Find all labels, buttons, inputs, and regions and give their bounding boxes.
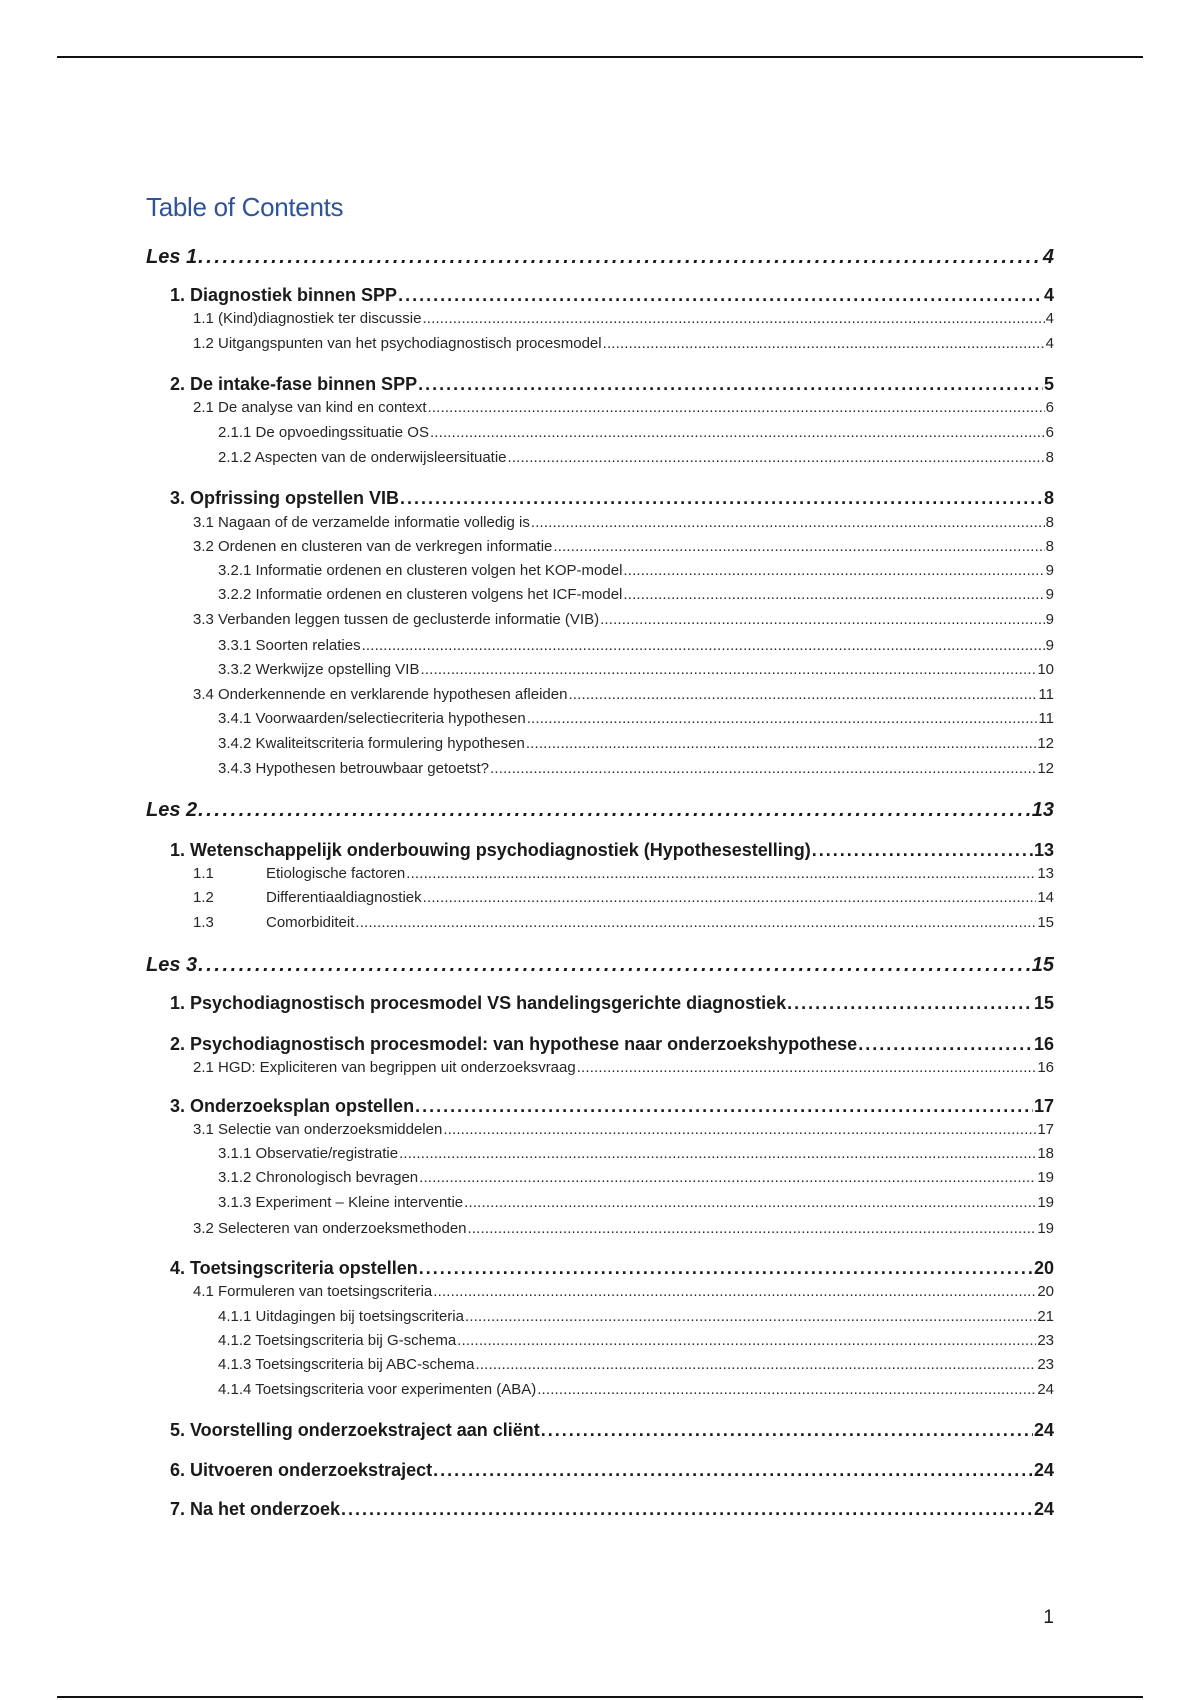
toc-entry[interactable]: [170, 285, 1054, 306]
toc-entry-title: Les 1: [146, 246, 198, 268]
toc-entry-title: 7. Na het onderzoek: [170, 1499, 341, 1519]
toc-entry-title: 2.1.2 Aspecten van de onderwijsleersituatie: [218, 449, 507, 466]
toc-entry[interactable]: [193, 335, 1054, 352]
toc-entry[interactable]: [193, 399, 1054, 416]
toc-entry-title: 6. Uitvoeren onderzoekstraject: [170, 1460, 433, 1480]
toc-entry[interactable]: [170, 1258, 1054, 1279]
page-number: 1: [1043, 1607, 1054, 1628]
toc-entry-title: 1. Wetenschappelijk onderbouwing psychodiagnostiek (Hypothesestelling): [170, 840, 811, 860]
toc-entry-title: 3.4.1 Voorwaarden/selectiecriteria hypothesen: [218, 710, 526, 727]
toc-entry-page: 9: [1045, 562, 1054, 579]
toc-entry-page: 8: [1045, 514, 1054, 531]
toc-dot-leader: [457, 1332, 1036, 1349]
toc-entry-page: 15: [1033, 993, 1054, 1013]
toc-dot-leader: [433, 1460, 1033, 1481]
toc-dot-leader: [465, 1308, 1036, 1325]
toc-entry-page: 24: [1033, 1499, 1054, 1519]
toc-entry-page: 19: [1037, 1194, 1054, 1211]
toc-dot-leader: [476, 1356, 1037, 1373]
footer-rule: [57, 1696, 1143, 1698]
toc-entry-title: 2. Psychodiagnostisch procesmodel: van hypothese naar onderzoekshypothese: [170, 1034, 858, 1054]
toc-entry-page: 20: [1033, 1258, 1054, 1278]
toc-entry-title: 3.1.3 Experiment – Kleine interventie: [218, 1194, 464, 1211]
toc-entry[interactable]: [170, 488, 1054, 509]
toc-entry-title: 3.3.2 Werkwijze opstelling VIB: [218, 661, 420, 678]
toc-entry-title: 3.2.1 Informatie ordenen en clusteren volgen het KOP-model: [218, 562, 623, 579]
toc-dot-leader: [623, 586, 1044, 603]
toc-entry-page: 24: [1033, 1420, 1054, 1440]
toc-dot-leader: [423, 889, 1037, 906]
toc-entry[interactable]: [218, 760, 1054, 777]
toc-entry[interactable]: [218, 637, 1054, 654]
toc-entry-title: 3.2.2 Informatie ordenen en clusteren volgens het ICF-model: [218, 586, 623, 603]
toc-entry-number: 1.2: [193, 889, 214, 906]
toc-entry-title: 3.3 Verbanden leggen tussen de geclusterde informatie (VIB): [193, 611, 600, 628]
toc-entry[interactable]: [193, 310, 1054, 327]
toc-entry[interactable]: [193, 538, 1054, 555]
toc-entry[interactable]: [218, 710, 1054, 727]
toc-entry-number: 1.3: [193, 914, 214, 931]
toc-entry-title: 2. De intake-fase binnen SPP: [170, 374, 418, 394]
toc-entry[interactable]: [170, 1420, 1054, 1441]
toc-entry-page: 6: [1045, 424, 1054, 441]
toc-entry-page: 9: [1045, 611, 1054, 628]
toc-entry-title: 3.4.3 Hypothesen betrouwbaar getoetst?: [218, 760, 490, 777]
toc-entry-page: 13: [1031, 799, 1054, 821]
header-rule: [57, 56, 1143, 58]
toc-entry-title: 1. Diagnostiek binnen SPP: [170, 285, 398, 305]
toc-dot-leader: [420, 661, 1036, 678]
toc-entry-page: 20: [1037, 1283, 1054, 1300]
toc-entry-title: 3.3.1 Soorten relaties: [218, 637, 361, 654]
toc-entry-title: 2.1 HGD: Expliciteren van begrippen uit onderzoeksvraag: [193, 1059, 576, 1076]
toc-entry[interactable]: [218, 735, 1054, 752]
toc-entry-page: 18: [1037, 1145, 1054, 1162]
toc-entry-title: 1. Psychodiagnostisch procesmodel VS handelingsgerichte diagnostiek: [170, 993, 787, 1013]
toc-dot-leader: [362, 637, 1045, 654]
toc-entry-page: 24: [1037, 1381, 1054, 1398]
toc-entry[interactable]: [193, 514, 1054, 531]
toc-dot-leader: [490, 760, 1036, 777]
toc-entry-title: 4.1 Formuleren van toetsingscriteria: [193, 1283, 433, 1300]
toc-entry[interactable]: [170, 993, 1054, 1014]
toc-entry-title: 3.1.1 Observatie/registratie: [218, 1145, 399, 1162]
toc-entry-page: 12: [1037, 735, 1054, 752]
toc-entry-title: Etiologische factoren: [266, 865, 406, 882]
toc-entry-page: 11: [1038, 710, 1054, 727]
toc-entry[interactable]: [218, 1145, 1054, 1162]
toc-entry[interactable]: [218, 1169, 1054, 1186]
toc-entry-title: 3.1.2 Chronologisch bevragen: [218, 1169, 419, 1186]
toc-entry-page: 17: [1037, 1121, 1054, 1138]
toc-dot-leader: [400, 488, 1043, 509]
toc-entry[interactable]: [193, 1283, 1054, 1300]
toc-dot-leader: [422, 310, 1044, 327]
toc-dot-leader: [419, 1258, 1033, 1279]
toc-entry[interactable]: [193, 914, 1054, 931]
toc-entry[interactable]: [218, 562, 1054, 579]
toc-section-heading[interactable]: [146, 246, 1054, 269]
toc-entry-page: 4: [1045, 335, 1054, 352]
toc-entry[interactable]: [218, 1308, 1054, 1325]
toc-entry-title: Differentiaaldiagnostiek: [266, 889, 422, 906]
toc-dot-leader: [427, 399, 1044, 416]
toc-entry-title: 3.1 Nagaan of de verzamelde informatie volledig is: [193, 514, 530, 531]
toc-dot-leader: [443, 1121, 1036, 1138]
toc-dot-leader: [508, 449, 1045, 466]
toc-dot-leader: [399, 1145, 1036, 1162]
toc-entry-title: 3.4 Onderkennende en verklarende hypothesen afleiden: [193, 686, 568, 703]
toc-dot-leader: [198, 799, 1031, 822]
toc-title: Table of Contents: [146, 192, 344, 222]
toc-entry-page: 21: [1037, 1308, 1054, 1325]
toc-dot-leader: [541, 1420, 1033, 1441]
toc-dot-leader: [398, 285, 1043, 306]
toc-dot-leader: [787, 993, 1033, 1014]
toc-entry-page: 13: [1033, 840, 1054, 860]
toc-entry[interactable]: [218, 1332, 1054, 1349]
toc-dot-leader: [526, 735, 1036, 752]
toc-entry-title: Comorbiditeit: [266, 914, 355, 931]
toc-entry[interactable]: [170, 1499, 1054, 1520]
toc-dot-leader: [812, 840, 1033, 861]
toc-entry[interactable]: [218, 424, 1054, 441]
toc-entry-title: 3.1 Selectie van onderzoeksmiddelen: [193, 1121, 443, 1138]
toc-entry[interactable]: [218, 586, 1054, 603]
toc-entry-number: 1.1: [193, 865, 214, 882]
toc-entry-page: 15: [1031, 954, 1054, 976]
toc-dot-leader: [623, 562, 1044, 579]
toc-dot-leader: [553, 538, 1044, 555]
toc-entry-page: 5: [1043, 374, 1054, 394]
toc-entry-page: 23: [1037, 1356, 1054, 1373]
toc-entry[interactable]: [218, 449, 1054, 466]
toc-dot-leader: [603, 335, 1045, 352]
toc-dot-leader: [415, 1096, 1033, 1117]
toc-entry-page: 8: [1043, 488, 1054, 508]
toc-dot-leader: [464, 1194, 1036, 1211]
toc-dot-leader: [531, 514, 1045, 531]
toc-entry-page: 19: [1037, 1220, 1054, 1237]
toc-entry-title: 4.1.1 Uitdagingen bij toetsingscriteria: [218, 1308, 464, 1325]
toc-entry-page: 4: [1045, 310, 1054, 327]
toc-entry-page: 9: [1045, 637, 1054, 654]
toc-entry-page: 16: [1033, 1034, 1054, 1054]
toc-entry-title: 4. Toetsingscriteria opstellen: [170, 1258, 418, 1278]
toc-dot-leader: [600, 611, 1045, 628]
toc-entry-title: 4.1.4 Toetsingscriteria voor experimenten (ABA): [218, 1381, 537, 1398]
toc-entry-title: Les 3: [146, 954, 198, 976]
toc-entry[interactable]: [170, 1034, 1054, 1055]
toc-entry-page: 23: [1037, 1332, 1054, 1349]
toc-dot-leader: [419, 1169, 1036, 1186]
toc-entry-title: 3. Onderzoeksplan opstellen: [170, 1096, 415, 1116]
toc-dot-leader: [577, 1059, 1037, 1076]
toc-entry-title: 2.1.1 De opvoedingssituatie OS: [218, 424, 429, 441]
toc-entry[interactable]: [170, 840, 1054, 861]
toc-dot-leader: [568, 686, 1037, 703]
toc-entry-title: 3.2 Selecteren van onderzoeksmethoden: [193, 1220, 467, 1237]
toc-entry-page: 15: [1037, 914, 1054, 931]
toc-dot-leader: [430, 424, 1045, 441]
toc-dot-leader: [198, 246, 1042, 269]
toc-entry-page: 10: [1037, 661, 1054, 678]
toc-entry[interactable]: [193, 889, 1054, 906]
toc-entry-title: 2.1 De analyse van kind en context: [193, 399, 427, 416]
toc-dot-leader: [537, 1381, 1036, 1398]
toc-dot-leader: [858, 1034, 1033, 1055]
toc-entry[interactable]: [218, 661, 1054, 678]
toc-entry-title: 1.2 Uitgangspunten van het psychodiagnostisch procesmodel: [193, 335, 602, 352]
toc-entry[interactable]: [193, 1121, 1054, 1138]
toc-dot-leader: [406, 865, 1036, 882]
toc-entry-page: 6: [1045, 399, 1054, 416]
toc-entry-title: 4.1.2 Toetsingscriteria bij G-schema: [218, 1332, 457, 1349]
toc-entry-title: 3.4.2 Kwaliteitscriteria formulering hypothesen: [218, 735, 525, 752]
toc-entry-page: 8: [1045, 449, 1054, 466]
toc-dot-leader: [418, 374, 1043, 395]
toc-section-heading[interactable]: [146, 954, 1054, 977]
toc-entry-page: 17: [1033, 1096, 1054, 1116]
toc-entry[interactable]: [193, 1220, 1054, 1237]
toc-entry-page: 24: [1033, 1460, 1054, 1480]
toc-entry-page: 19: [1037, 1169, 1054, 1186]
toc-entry[interactable]: [218, 1356, 1054, 1373]
toc-entry-page: 11: [1038, 686, 1054, 703]
toc-entry-page: 8: [1045, 538, 1054, 555]
toc-entry-page: 14: [1037, 889, 1054, 906]
toc-dot-leader: [355, 914, 1036, 931]
toc-dot-leader: [468, 1220, 1037, 1237]
toc-dot-leader: [198, 954, 1031, 977]
toc-dot-leader: [527, 710, 1038, 727]
toc-entry[interactable]: [193, 1059, 1054, 1076]
toc-entry-title: 4.1.3 Toetsingscriteria bij ABC-schema: [218, 1356, 475, 1373]
toc-entry-page: 4: [1042, 246, 1054, 268]
toc-entry-title: Les 2: [146, 799, 198, 821]
toc-entry[interactable]: [170, 1460, 1054, 1481]
toc-entry-page: 13: [1037, 865, 1054, 882]
toc-entry[interactable]: [193, 686, 1054, 703]
toc-dot-leader: [433, 1283, 1036, 1300]
toc-entry-page: 16: [1037, 1059, 1054, 1076]
toc-entry[interactable]: [193, 611, 1054, 628]
toc-entry[interactable]: [218, 1194, 1054, 1211]
toc-dot-leader: [341, 1499, 1033, 1520]
toc-entry-page: 9: [1045, 586, 1054, 603]
toc-entry-title: 3. Opfrissing opstellen VIB: [170, 488, 400, 508]
toc-section-heading[interactable]: [146, 799, 1054, 822]
toc-entry[interactable]: [170, 1096, 1054, 1117]
toc-entry[interactable]: [218, 1381, 1054, 1398]
toc-entry-title: 5. Voorstelling onderzoekstraject aan cliënt: [170, 1420, 540, 1440]
toc-entry-title: 3.2 Ordenen en clusteren van de verkregen informatie: [193, 538, 553, 555]
toc-entry[interactable]: [170, 374, 1054, 395]
toc-entry-page: 12: [1037, 760, 1054, 777]
toc-entry-title: 1.1 (Kind)diagnostiek ter discussie: [193, 310, 422, 327]
toc-entry-page: 4: [1043, 285, 1054, 305]
toc-entry[interactable]: [193, 865, 1054, 882]
